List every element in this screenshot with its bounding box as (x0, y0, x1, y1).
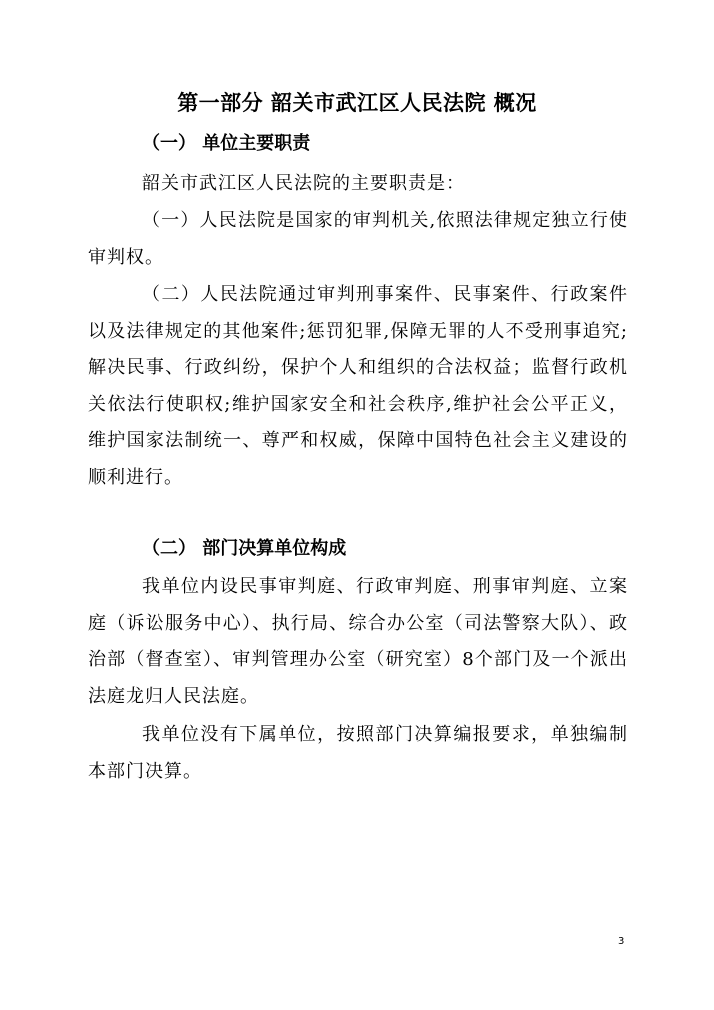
section-heading-structure: （二） 部门决算单位构成 (142, 538, 347, 559)
section-heading-responsibilities: （一） 单位主要职责 (142, 133, 311, 154)
paragraph-subordinate-units: 我单位没有下属单位，按照部门决算编报要求，单独编制本部门决算。 (88, 724, 628, 782)
page-title: 第一部分 韶关市武江区人民法院 概况 (177, 91, 537, 115)
page-number: 3 (618, 936, 625, 947)
paragraph-responsibility-two: （二）人民法院通过审判刑事案件、民事案件、行政案件以及法律规定的其他案件;惩罚犯罪,保障无罪的人不受刑事追究;解决民事、行政纠纷，保护个人和组织的合法权益；监督行政机关依法行使职权;维护国家安全和社会秩序,维护社会公平正义，维护国家法制统一、尊严和权威，保障中国特色社会主义建设的顺利进行。 (88, 284, 628, 488)
paragraph-responsibility-one: （一）人民法院是国家的审判机关,依照法律规定独立行使审判权。 (88, 210, 628, 268)
paragraph-responsibilities-intro: 韶关市武江区人民法院的主要职责是： (142, 173, 465, 194)
paragraph-department-structure: 我单位内设民事审判庭、行政审判庭、刑事审判庭、立案庭（诉讼服务中心）、执行局、综合办公室（司法警察大队）、政治部（督查室）、审判管理办公室（研究室）8个部门及一个派出法庭龙归人民法庭。 (88, 576, 628, 707)
